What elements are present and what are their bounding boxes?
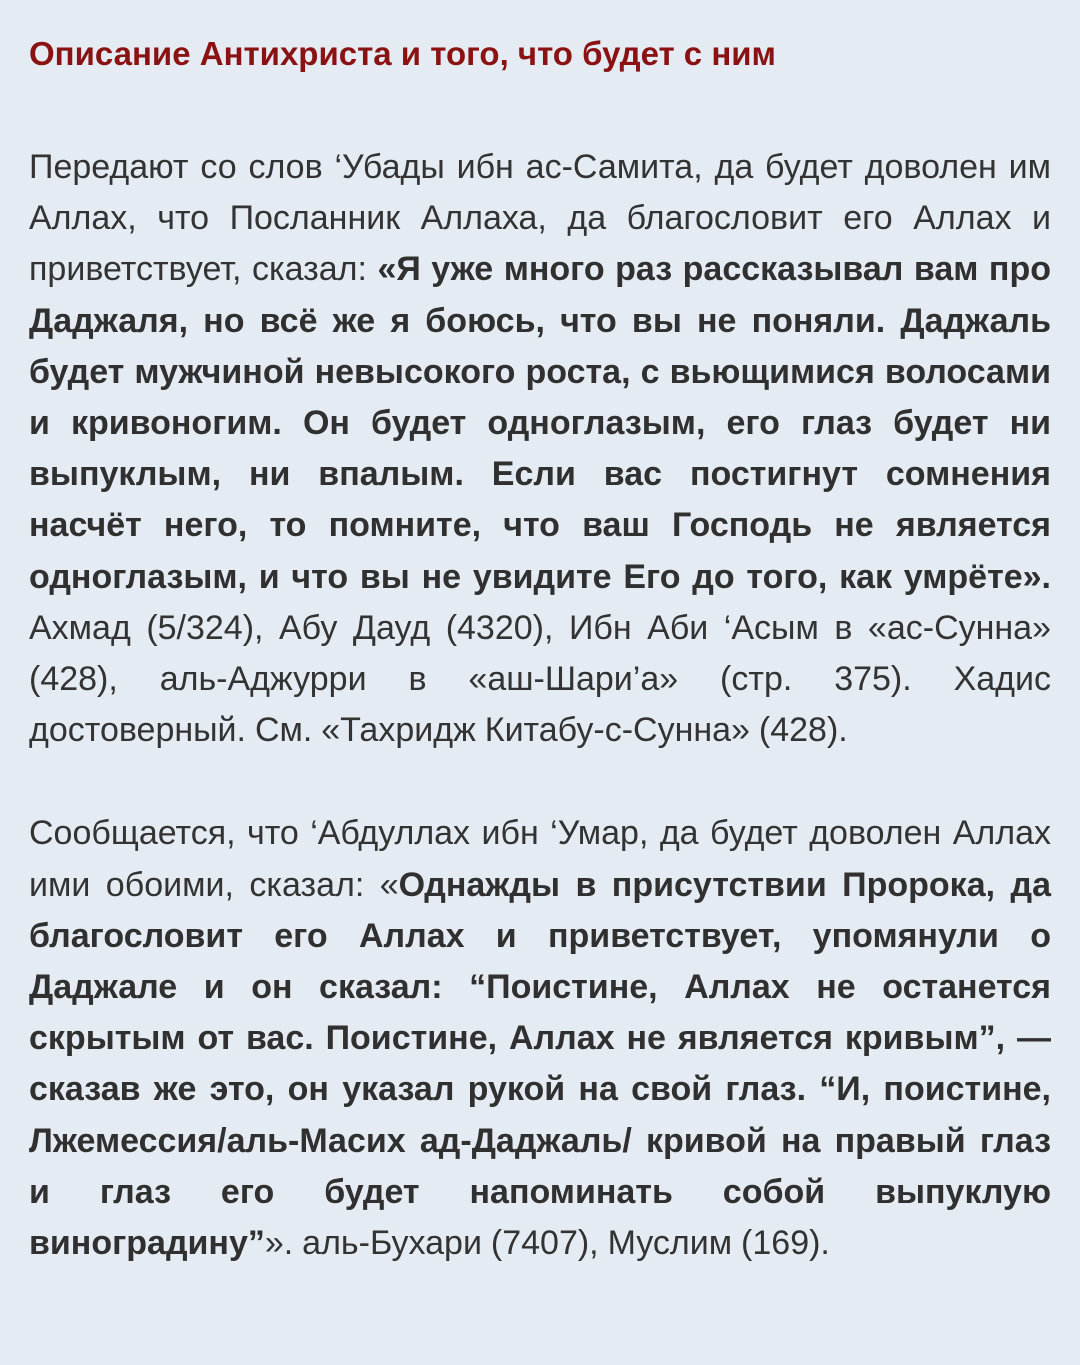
hadith-source: ». аль-Бухари (7407), Муслим (169). [264,1224,830,1263]
hadith-quote: Однажды в присутствии Пророка, да благословит его Аллах и приветствует, упомянули о Даджале и он сказал: “Поистине, Аллах не останется скрытым от вас. Поистине, Аллах не является кривым”, — сказав же это, он указал рукой на свой глаз. “И, поистине, Лжемессия/аль-Масих ад-Даджаль/ кривой на правый глаз и глаз его будет напоминать собой выпуклую виноградину” [29,865,1051,1263]
hadith-quote: «Я уже много раз рассказывал вам про Даджаля, но всё же я боюсь, что вы не поняли. Даджаль будет мужчиной невысокого роста, с вьющимися волосами и кривоногим. Он будет одноглазым, его глаз будет ни выпуклым, ни впалым. Если вас постигнут сомнения насчёт него, то помните, что ваш Господь не является одноглазым, и что вы не увидите Его до того, как умрёте». [29,250,1051,596]
hadith-source: Ахмад (5/324), Абу Дауд (4320), Ибн Аби ‘Асым в «ас-Сунна» (428), аль-Аджурри в «аш-Шари’а» (стр. 375). Хадис достоверный. См. «Тахридж Китабу-с-Сунна» (428). [29,608,1051,750]
hadith-paragraph-2 [29,808,1051,1269]
narrator-intro: Сообщается, что ‘Абдуллах ибн ‘Умар, да будет доволен Аллах ими обоими, сказал: « [29,814,1051,904]
article-title: Описание Антихриста и того, что будет с ним [29,35,776,72]
narrator-intro: Передают со слов ‘Убады ибн ас-Самита, да будет доволен им Аллах, что Посланник Аллаха, да благословит его Аллах и приветствует, сказал: [29,148,1051,289]
hadith-paragraph-1 [29,142,1051,756]
